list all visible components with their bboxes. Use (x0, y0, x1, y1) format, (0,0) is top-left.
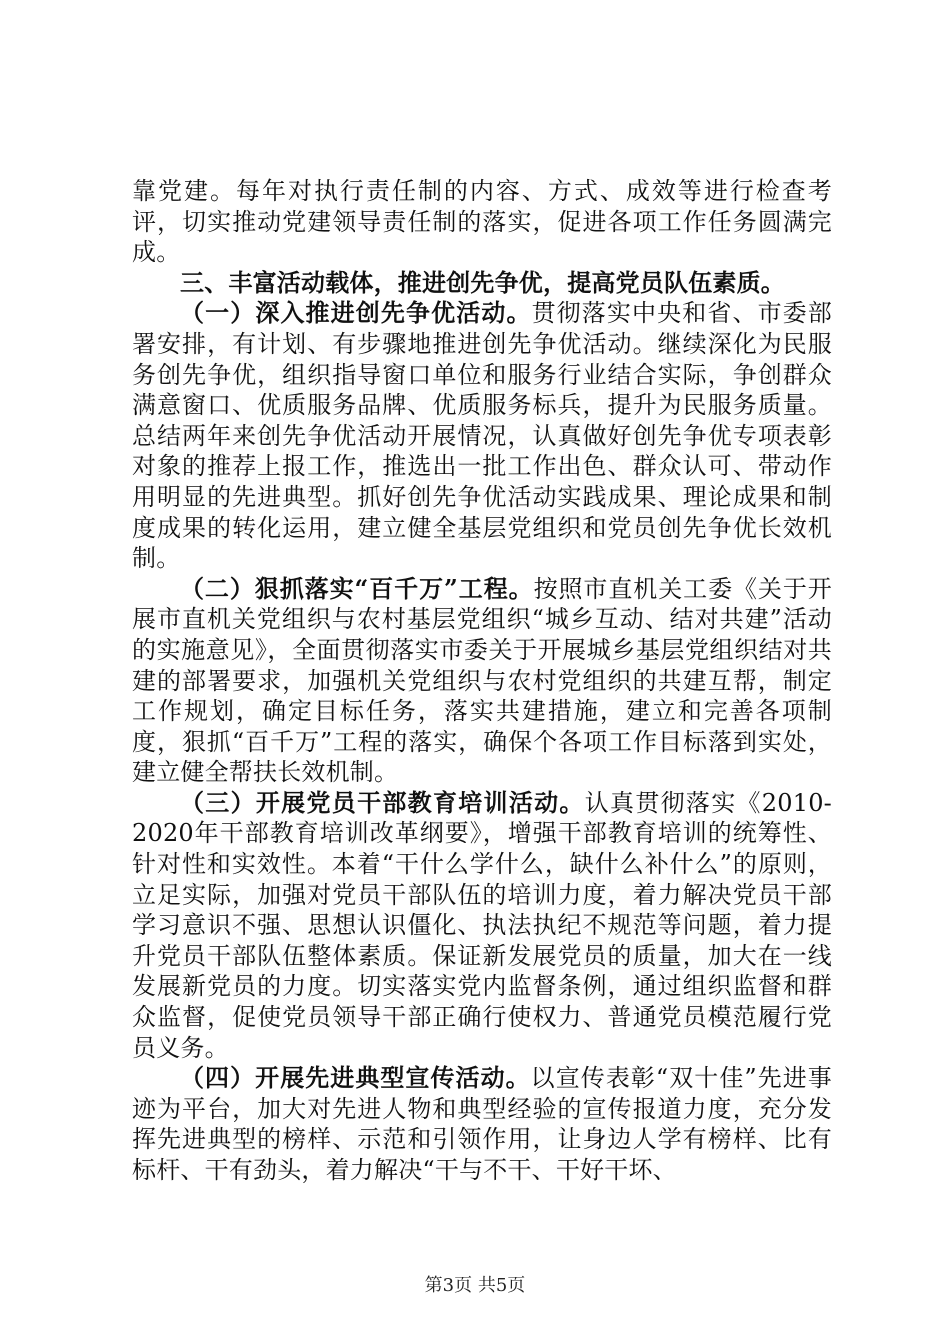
subsection-1-title: （一）深入推进创先争优活动。 (180, 298, 532, 328)
subsection-2-text: 按照市直机关工委《关于开展市直机关党组织与农村基层党组织“城乡互动、结对共建”活动的实施意见》，全面贯彻落实市委关于开展城乡基层党组织结对共建的部署要求，加强机关党组织与农村党组织的共建互帮，制定工作规划，确定目标任务，落实共建措施，建立和完善各项制度，狠抓“百千万”工程的落实，确保个各项工作目标落到实处，建立健全帮扶长效机制。 (132, 574, 832, 787)
subsection-3-title: （三）开展党员干部教育培训活动。 (180, 787, 585, 817)
paragraph-subsection-1 (132, 298, 832, 573)
subsection-4-title: （四）开展先进典型宣传活动。 (180, 1063, 531, 1093)
subsection-1-text: 贯彻落实中央和省、市委部署安排，有计划、有步骤地推进创先争优活动。继续深化为民服务创先争优，组织指导窗口单位和服务行业结合实际，争创群众满意窗口、优质服务品牌、优质服务标兵，提升为民服务质量。总结两年来创先争优活动开展情况，认真做好创先争优专项表彰对象的推荐上报工作，推选出一批工作出色、群众认可、带动作用明显的先进典型。抓好创先争优活动实践成果、理论成果和制度成果的转化运用，建立健全基层党组织和党员创先争优长效机制。 (132, 299, 832, 573)
paragraph-subsection-2 (132, 574, 832, 788)
paragraph-subsection-3 (132, 788, 832, 1063)
paragraph-continuation: 靠党建。每年对执行责任制的内容、方式、成效等进行检查考评，切实推动党建领导责任制的落实，促进各项工作任务圆满完成。 (132, 177, 832, 267)
page-number-footer: 第3页 共5页 (424, 1275, 526, 1296)
subsection-4-text: 以宣传表彰“双十佳”先进事迹为平台，加大对先进人物和典型经验的宣传报道力度，充分发挥先进典型的榜样、示范和引领作用，让身边人学有榜样、比有标杆、干有劲头，着力解决“干与不干、干好干坏、 (132, 1064, 832, 1184)
document-body (132, 176, 832, 1186)
subsection-2-title: （二）狠抓落实“百千万”工程。 (180, 573, 534, 603)
section-heading: 三、丰富活动载体，推进创先争优，提高党员队伍素质。 (180, 267, 785, 297)
paragraph-subsection-4 (132, 1063, 832, 1185)
subsection-3-text: 认真贯彻落实《2010-2020年干部教育培训改革纲要》，增强干部教育培训的统筹性、针对性和实效性。本着“干什么学什么，缺什么补什么”的原则，立足实际，加强对党员干部队伍的培训力度，着力解决党员干部学习意识不强、思想认识僵化、执法执纪不规范等问题，着力提升党员干部队伍整体素质。保证新发展党员的质量，加大在一线发展新党员的力度。切实落实党内监督条例，通过组织监督和群众监督，促使党员领导干部正确行使权力、普通党员模范履行党员义务。 (132, 788, 832, 1062)
